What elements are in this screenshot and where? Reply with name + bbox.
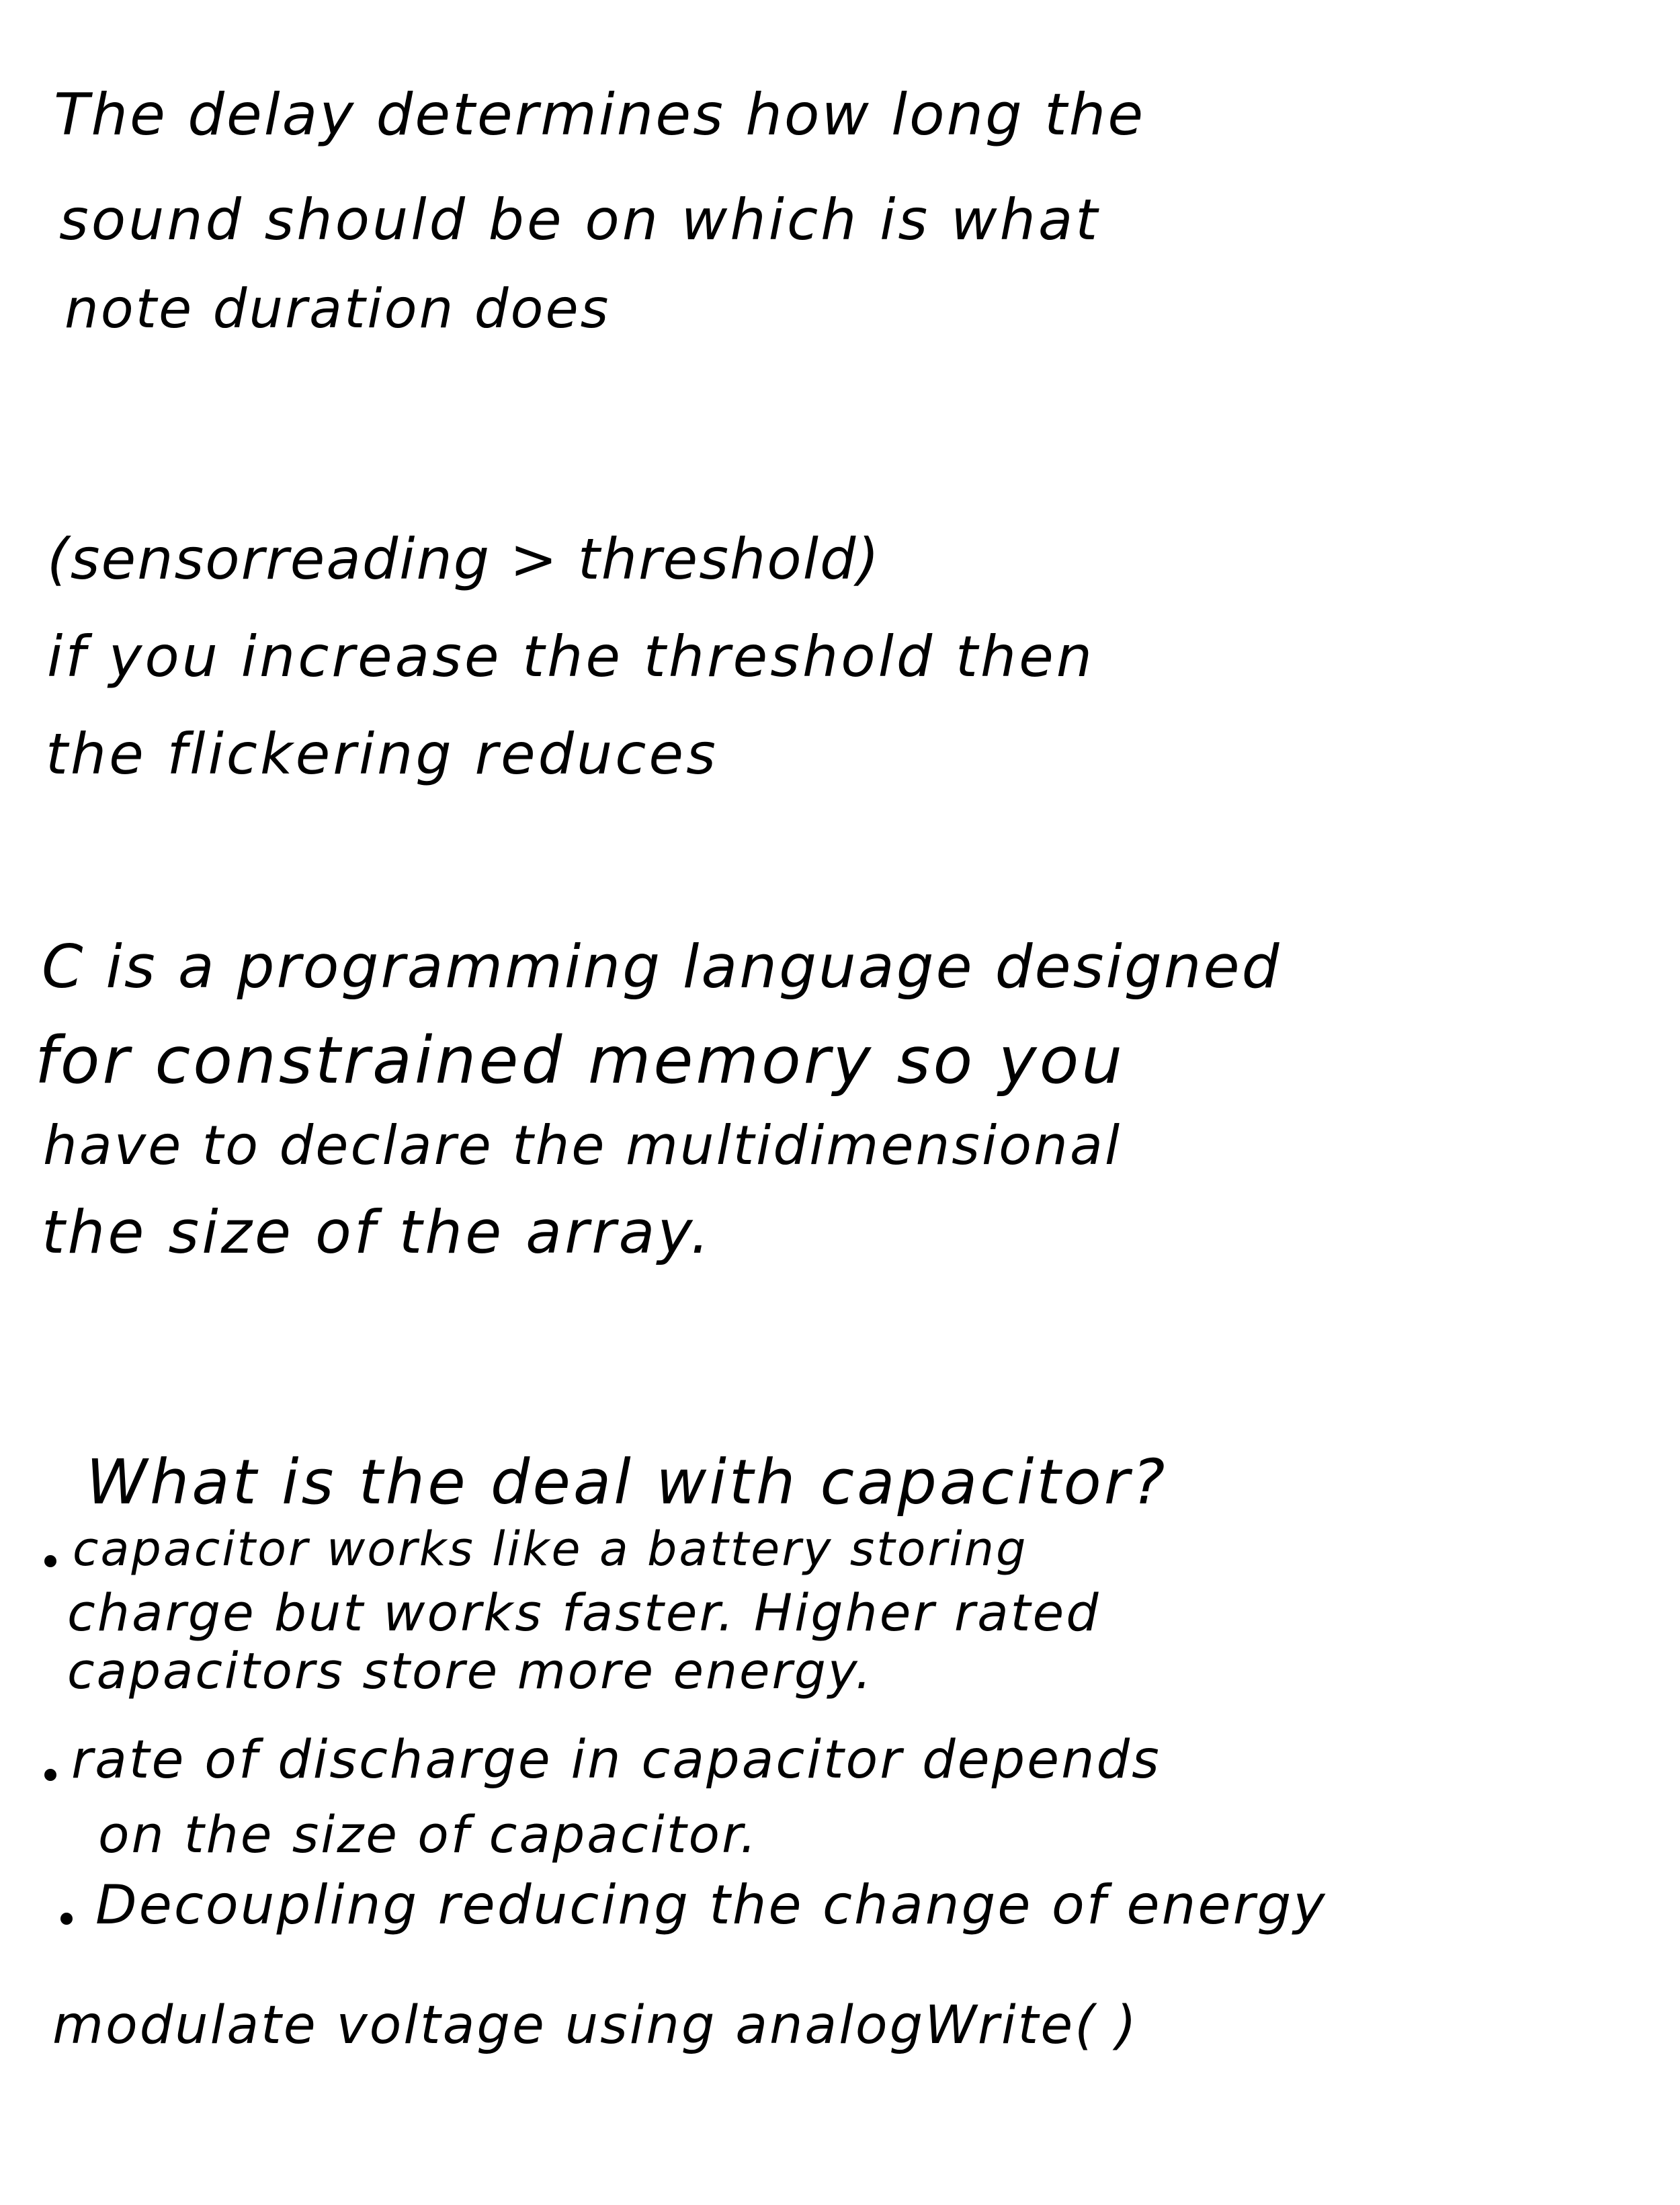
capacitor-bullet-2-line-1: rate of discharge in capacitor depends: [71, 1730, 1161, 1790]
capacitor-bullet-3-line-1: Decoupling reducing the change of energy: [95, 1874, 1327, 1936]
capacitor-bullet-1-line-1: capacitor works like a battery storing: [73, 1522, 1028, 1577]
note-c-line-3: have to declare the multidimensional: [43, 1114, 1122, 1177]
note-delay-line-3: note duration does: [65, 278, 611, 340]
capacitor-bullet-1-line-2: charge but works faster. Higher rated: [67, 1583, 1101, 1642]
note-c-line-2: for constrained memory so you: [35, 1023, 1126, 1098]
bullet-icon: [60, 1913, 73, 1925]
note-threshold-line-2: if you increase the threshold then: [47, 624, 1095, 690]
note-threshold-line-3: the flickering reduces: [46, 721, 718, 787]
note-c-line-4: the size of the array.: [42, 1198, 712, 1267]
capacitor-bullet-1-line-3: capacitors store more energy.: [67, 1642, 874, 1700]
bullet-icon: [44, 1555, 56, 1567]
capacitor-bullet-2-line-2: on the size of capacitor.: [98, 1804, 759, 1864]
note-delay-line-2: sound should be on which is what: [59, 187, 1101, 253]
note-delay-line-1: The delay determines how long the: [54, 81, 1146, 149]
note-threshold-line-1: (sensorreading > threshold): [47, 526, 881, 592]
bullet-icon: [44, 1769, 56, 1781]
note-analogwrite-line-1: modulate voltage using analogWrite( ): [52, 1995, 1138, 2056]
note-capacitor-heading: What is the deal with capacitor?: [86, 1446, 1168, 1518]
note-c-line-1: C is a programming language designed: [42, 932, 1282, 1001]
